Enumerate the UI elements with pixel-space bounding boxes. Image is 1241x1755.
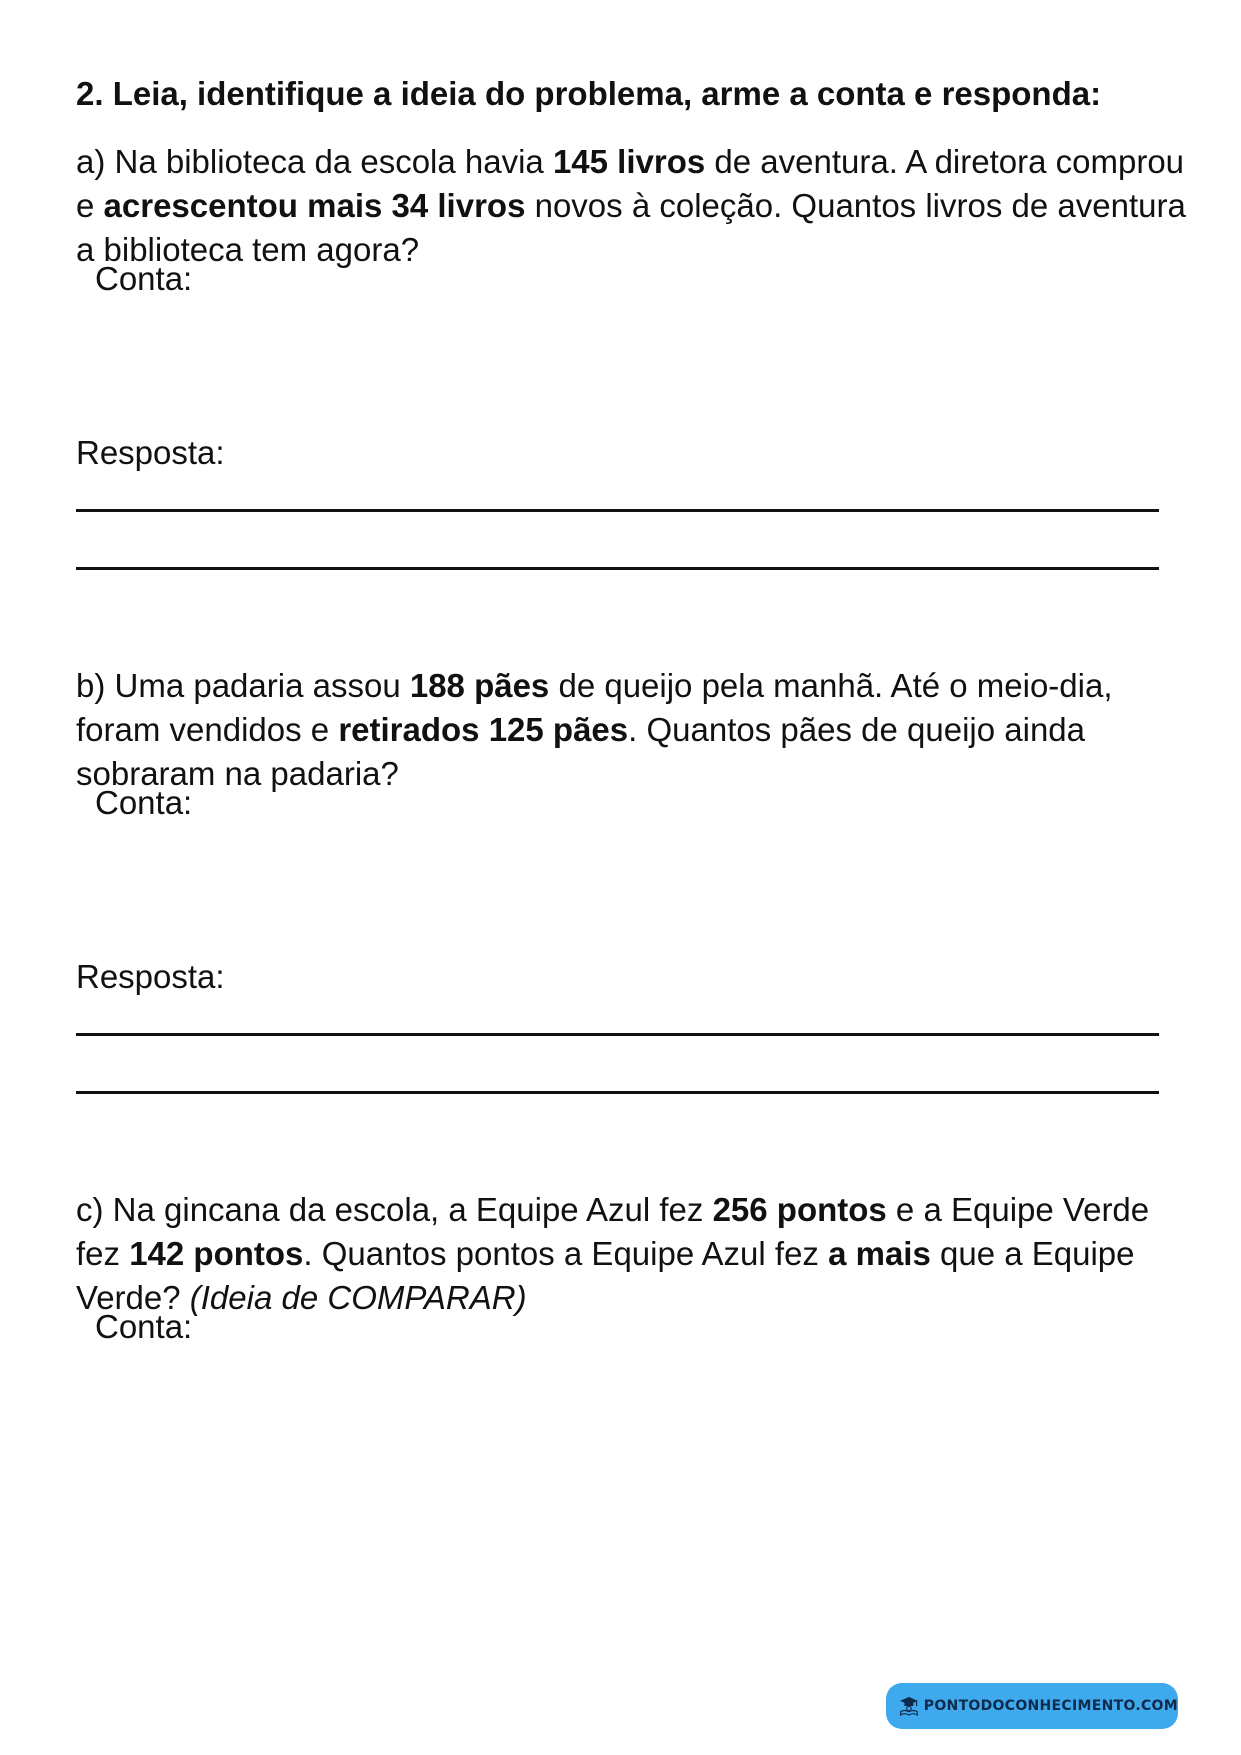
question-a [76,140,1186,272]
text-run: . Quantos pães de queijo ainda sobraram na padaria? [76,711,1085,792]
text-run: novos à coleção. Quantos livros de aventura a biblioteca tem agora? [76,187,1186,268]
answer-line [76,509,1159,512]
emphasis-text: a mais [828,1235,931,1272]
emphasis-text: 188 pães [409,667,550,704]
emphasis-text: acrescentou mais 34 livros [103,187,526,224]
exercise-heading: 2. Leia, identifique a ideia do problema, arme a conta e responda: [76,75,1102,112]
emphasis-text: 142 pontos [129,1235,304,1272]
text-run: de queijo pela manhã. Até o meio-dia, foram vendidos e [76,667,1113,748]
site-badge[interactable] [886,1683,1178,1729]
emphasis-text: retirados 125 pães [338,711,629,748]
question-b [76,664,1186,796]
graduation-book-icon [898,1689,920,1723]
emphasis-text: 256 pontos [712,1191,887,1228]
resposta-label-a: Resposta: [76,434,225,471]
question-c [76,1188,1186,1320]
text-run: de aventura. A diretora comprou e [76,143,1185,224]
text-run: que a Equipe Verde? [76,1235,1135,1316]
answer-line [76,1033,1159,1036]
text-run: e a Equipe Verde fez [76,1191,1150,1272]
text-run: a) Na biblioteca da escola havia [76,143,553,180]
text-run: . Quantos pontos a Equipe Azul fez [303,1235,829,1272]
conta-label-a: Conta: [95,260,193,297]
conta-label-c: Conta: [95,1308,193,1345]
answer-line [76,1091,1159,1094]
resposta-label-b: Resposta: [76,958,225,995]
site-url: PONTODOCONHECIMENTO.COM [923,1698,1178,1714]
emphasis-text: 145 livros [552,143,706,180]
conta-label-b: Conta: [95,784,193,821]
answer-line [76,567,1159,570]
text-run: b) Uma padaria assou [76,667,410,704]
text-run: c) Na gincana da escola, a Equipe Azul fez [76,1191,713,1228]
italic-note: (Ideia de COMPARAR) [189,1279,527,1316]
